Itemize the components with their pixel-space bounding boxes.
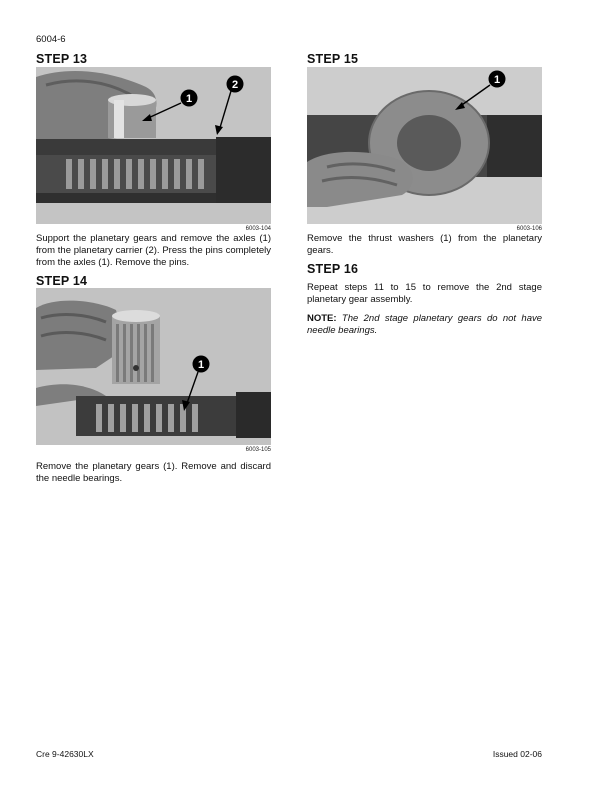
step-13-callout-2: 2 xyxy=(231,79,239,91)
step-13-photo xyxy=(36,67,271,224)
step-15-callout-1: 1 xyxy=(493,74,501,86)
step-14-callout-1: 1 xyxy=(197,359,205,371)
note-label: NOTE: xyxy=(307,313,337,324)
footer-issued-date: Issued 02-06 xyxy=(492,749,542,759)
step-15-title: STEP 15 xyxy=(307,52,359,66)
step-16-text: Repeat steps 11 to 15 to remove the 2nd stage planetary gear assembly. xyxy=(307,282,542,305)
step-16-title: STEP 16 xyxy=(307,262,359,276)
step-14-figure-id: 6003-105 xyxy=(245,447,271,453)
step-15-text: Remove the thrust washers (1) from the planetary gears. xyxy=(307,233,542,256)
note-block xyxy=(307,313,542,337)
footer-document-id: Cre 9-42630LX xyxy=(36,749,94,759)
step-13-figure-id: 6003-104 xyxy=(245,226,271,232)
step-14-text: Remove the planetary gears (1). Remove and discard the needle bearings. xyxy=(36,461,271,484)
step-13-text: Support the planetary gears and remove the axles (1) from the planetary carrier (2). Press the pins completely from the axles (1). Remove the pins. xyxy=(36,233,271,268)
step-15-figure-id: 6003-106 xyxy=(516,226,542,232)
step-14-title: STEP 14 xyxy=(36,274,88,288)
note-text: The 2nd stage planetary gears do not have needle bearings. xyxy=(307,313,543,336)
step-13-title: STEP 13 xyxy=(36,52,88,66)
page-number: 6004-6 xyxy=(36,34,66,45)
step-15-photo xyxy=(307,67,542,224)
step-13-callout-1: 1 xyxy=(185,93,193,105)
step-14-photo xyxy=(36,288,271,445)
